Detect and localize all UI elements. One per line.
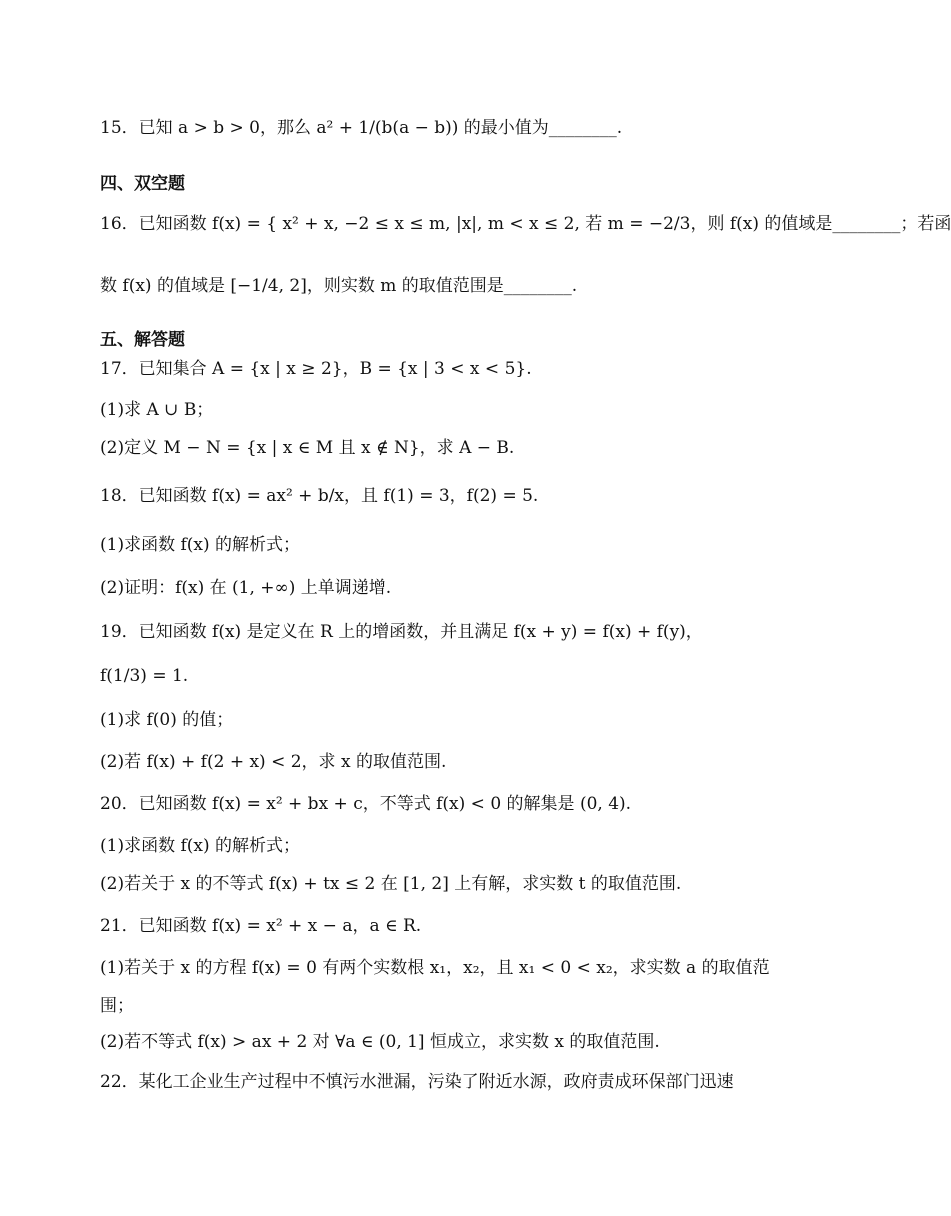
- question-22: 22．某化工企业生产过程中不慎污水泄漏，污染了附近水源，政府责成环保部门迅速: [100, 1072, 734, 1092]
- question-20: 20．已知函数 f(x) = x² + bx + c，不等式 f(x) < 0 的解集是 (0, 4).: [100, 794, 632, 814]
- question-16-line-1: 16．已知函数 f(x) = { x² + x, −2 ≤ x ≤ m, |x|, m < x ≤ 2, 若 m = −2/3，则 f(x) 的值域是________；若函: [100, 214, 951, 234]
- question-19-part-2: (2)若 f(x) + f(2 + x) < 2，求 x 的取值范围.: [100, 752, 447, 772]
- question-18-part-1: (1)求函数 f(x) 的解析式；: [100, 535, 301, 555]
- question-19-part-1: (1)求 f(0) 的值；: [100, 710, 234, 730]
- question-21-part-1-cont: 围；: [100, 996, 134, 1016]
- section-heading-double-blank: 四、双空题: [100, 174, 185, 194]
- question-19-condition: f(1/3) = 1.: [100, 666, 189, 686]
- question-17-part-2: (2)定义 M − N = {x | x ∈ M 且 x ∉ N}，求 A − B.: [100, 438, 515, 458]
- question-18: 18．已知函数 f(x) = ax² + b/x，且 f(1) = 3，f(2) = 5.: [100, 486, 539, 506]
- question-16-line-2: 数 f(x) 的值域是 [−1/4, 2]，则实数 m 的取值范围是________.: [100, 276, 578, 296]
- question-21-part-1: (1)若关于 x 的方程 f(x) = 0 有两个实数根 x₁，x₂，且 x₁ < 0 < x₂，求实数 a 的取值范: [100, 958, 770, 978]
- question-19: 19．已知函数 f(x) 是定义在 R 上的增函数，并且满足 f(x + y) = f(x) + f(y)，: [100, 622, 703, 642]
- question-21-part-2: (2)若不等式 f(x) > ax + 2 对 ∀a ∈ (0, 1] 恒成立，求实数 x 的取值范围.: [100, 1032, 660, 1052]
- section-heading-solution: 五、解答题: [100, 330, 185, 350]
- question-18-part-2: (2)证明：f(x) 在 (1, +∞) 上单调递增.: [100, 578, 392, 598]
- question-15: 15．已知 a > b > 0，那么 a² + 1/(b(a − b)) 的最小值为________.: [100, 118, 623, 138]
- question-21: 21．已知函数 f(x) = x² + x − a，a ∈ R.: [100, 916, 422, 936]
- question-17: 17．已知集合 A = {x | x ≥ 2}，B = {x | 3 < x < 5}.: [100, 359, 532, 379]
- question-17-part-1: (1)求 A ∪ B；: [100, 400, 214, 420]
- question-20-part-2: (2)若关于 x 的不等式 f(x) + tx ≤ 2 在 [1, 2] 上有解，求实数 t 的取值范围.: [100, 874, 682, 894]
- question-20-part-1: (1)求函数 f(x) 的解析式；: [100, 836, 301, 856]
